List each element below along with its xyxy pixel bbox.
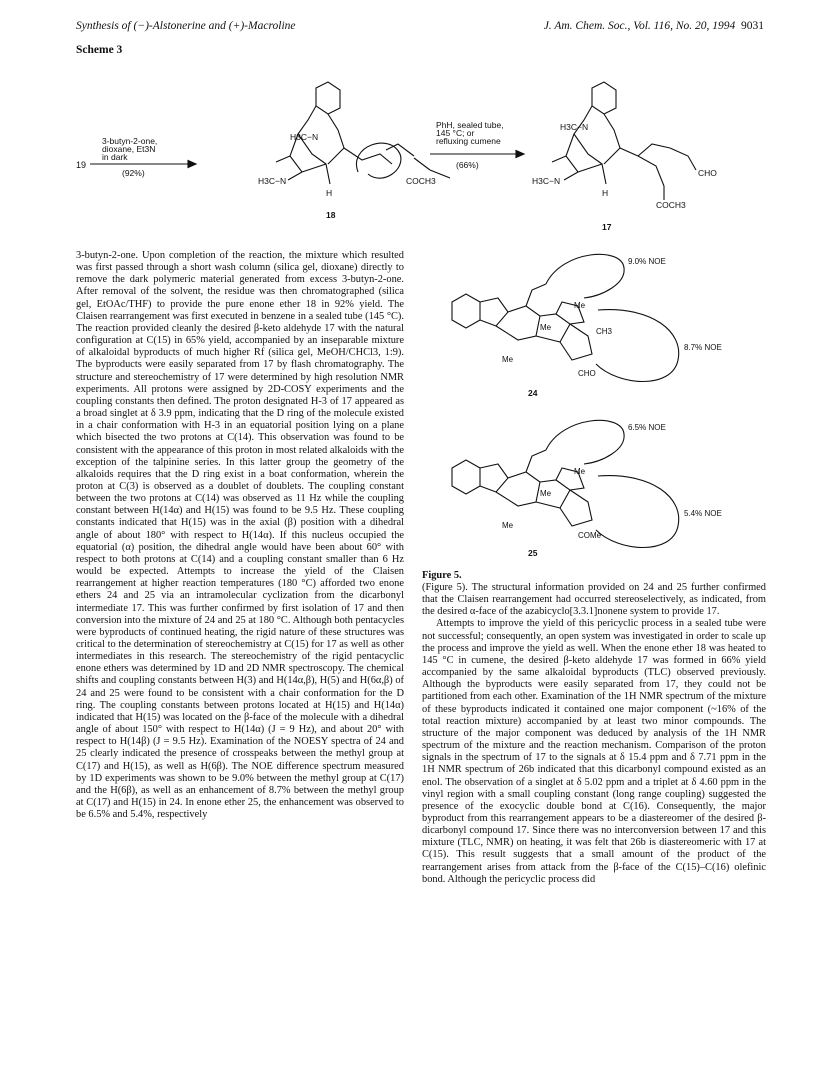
step1-reagent-3: in dark: [102, 152, 128, 162]
noe-arrow-6-5: [546, 420, 624, 464]
step1-yield: (92%): [122, 168, 145, 178]
me-label-24b: Me: [540, 323, 552, 332]
noe-arrow-9: [546, 254, 624, 298]
paragraph: 3-butyn-2-one. Upon completion of the reaction, the mixture which resulted was first passed through a short wash column (silica gel, dioxane) directly to remove the dark polymeric material generated from excess 3-butyn-2-one. After removal of the solvent, the residue was then chromatographed (silica gel, EtOAc/THF) to provide the pure enone ether 18 in 92% yield. The Claisen rearrangement was first executed in benzene in a sealed tube (145 °C). The reaction provided cleanly the desired β-keto aldehyde 17 with the natural configuration at C(15) in 65% yield, accompanied by an inseparable mixture of alkaloidal byproducts of much higher Rf (silica gel, MeOH/CHCl3, 1:9). The byproducts were easily separated from 17 by flash chromatography. The structure and stereochemistry of 17 were determined by high resolution NMR experiments. All protons were assigned by 2D-COSY experiments and the coupling constants then defined. The proton designated H-3 of 17 appeared as a broad singlet at δ 3.9 ppm, indicating that the D ring of the molecule existed in a chair conformation with H-3 in an equatorial position lying on a plane which bisected the two protons at C(14). This observation was found to be consistent with the appearance of this proton in most related alkaloids with the exception of the talpinine series. In this latter group the geometry of the alkaloids requires that the D ring exist in a boat conformation, wherein the proton at C(3) is observed as a doublet of doublets. The coupling constant between the two protons at C(14) was observed as 11 Hz while the coupling constant between H(14α) and H(15) was found to be 9.5 Hz. These coupling constants indicated that H(15) was in the axial (β) position with a dihedral angle of about 180° with respect to H(14α). If this nucleus occupied the equatorial (α) position, the dihedral angle would have been about 60° with respect to both protons at C(14) and a coupling constant smaller than 6 Hz would be expected. Attempts to increase the yield of the Claisen rearrangement at higher reaction temperatures (180 °C) afforded two enone ethers 24 and 25 via an intramolecular cyclization from the dicarbonyl intermediate 17. This was further confirmed by first isolation of 17 and then conversion into the mixture of 24 and 25 at 180 °C. Although both pentacycles were byproducts of continued heating, the rigid nature of these structures was critical to the determination of stereochemistry at C(15) for 17 as well as other intermediates in this research. The stereochemistry of the rigid pentacyclic enone ethers was determined by 1D and 2D NMR spectroscopy. The chemical shifts and coupling constants between H(3) and H(14α,β), H(5) and H(6α,β) of 24 and 25 were found to be consistent with a chair conformation for the D ring. The coupling constants between protons located at H(15) and H(14α) indicated that H(15) was located on the β-face of the molecule with a dihedral angle of about 150° with respect to H(14α) (J = 9 Hz), and about 20° with respect to H(14β) (J = 9.5 Hz). Examination of the NOESY spectra of 24 and 25 clearly indicated the presence of crosspeaks between the methyl group at C(17) and H(15), as well as H(6β). The NOE difference spectrum measured by 1D experiments was shown to be 9.0% between the methyl group at C(17) and the H(6β), as well as an enhancement of 8.7% between the methyl group at C(17) and H(15) in 24. In enone ether 25, the enhancement was observed to be 6.5% and 5.4%, respectively: [76, 250, 404, 821]
scheme-3-diagram: [76, 60, 766, 240]
journal-name: J. Am. Chem. Soc., Vol. 116, No. 20, 1994: [543, 20, 736, 32]
start-compound-label: 19: [76, 160, 87, 170]
coch3-label-18: COCH3: [406, 176, 436, 186]
ch3-label-24: CH3: [596, 327, 613, 336]
noe-label-24-b: 8.7% NOE: [684, 343, 722, 352]
step2-reagent-2: 145 °C; or: [436, 128, 475, 138]
noe-label-25-a: 6.5% NOE: [628, 423, 666, 432]
paragraph: Attempts to improve the yield of this pericyclic process in a sealed tube were not successful; consequently, an open system was investigated in order to scale up the process and improve the yield as well. When the enone ether 18 was heated to 145 °C in cumene, the desired β-keto aldehyde 17 was formed in 66% yield accompanied by the same alkaloidal byproducts (TLC) observed previously. Although the byproducts were easily separated from 17, they could not be partitioned from each other. Examination of the 1H NMR spectrum of the mixture of these byproducts indicated it contained one major component (~16% of the total reaction mixture) accompanied by at least two minor compounds. The structure of the major component was deduced by analysis of the 1H NMR spectrum of the mixture and the reaction mechanism. Comparison of the proton signals in the spectrum of 17 to the signals at δ 15.4 ppm and δ 7.71 ppm in the 1H NMR spectrum of 26b indicated that this dicarbonyl compound existed as an enol. The observation of a singlet at δ 5.02 ppm and a triplet at δ 4.60 ppm in the vinyl region with a small coupling constant (long range coupling) suggested the presence of the exocyclic double bond at C(16). Consequently, the major byproduct from this rearrangement appears to be a diastereomer of the desired β-dicarbonyl compound 17. Since there was no interconversion between 17 and this mixture (TLC, NMR) on heating, it was felt that 26b is diastereomeric with 17 at C(15). This result suggests that a small amount of the product of the rearrangement arises from attack from the β-face of the C(15)–C(16) olefinic bond. Although the pericyclic process did: [422, 618, 766, 885]
figure5-structure-24: [422, 250, 766, 410]
compound-25-number: 25: [528, 548, 538, 558]
figure-caption: Figure 5.: [422, 570, 462, 581]
step1-reagent-1: 3-butyn-2-one,: [102, 136, 158, 146]
electron-arrow: [356, 143, 400, 178]
coch3-label-17: COCH3: [656, 200, 686, 210]
h3cn-label-17: H3C−N: [560, 122, 589, 132]
step2-reagent-1: PhH, sealed tube,: [436, 120, 504, 130]
h3cn-label-18: H3C−N: [290, 132, 319, 142]
running-title: Synthesis of (−)-Alstonerine and (+)-Macroline: [76, 20, 296, 32]
me-label-25: Me: [502, 521, 514, 530]
come-label-25: COMe: [578, 531, 602, 540]
figure5-structure-25: [422, 416, 766, 566]
scheme-title: Scheme 3: [76, 44, 123, 56]
page-number: 9031: [741, 20, 764, 32]
compound-17-structure: [552, 82, 696, 200]
compound-18-number: 18: [326, 210, 336, 220]
cho-label-17: CHO: [698, 168, 717, 178]
step2-yield: (66%): [456, 160, 479, 170]
me-label-24: Me: [502, 355, 514, 364]
left-column-text: [76, 250, 404, 821]
step2-reagent-3: refluxing cumene: [436, 136, 501, 146]
step1-reagent-2: dioxane, Et3N: [102, 144, 156, 154]
h-label-18: H: [326, 188, 333, 198]
noe-label-25-b: 5.4% NOE: [684, 509, 722, 518]
h-label-17: H: [602, 188, 609, 198]
h3cn-label-17b: H3C−N: [532, 176, 561, 186]
compound-17-number: 17: [602, 222, 612, 232]
cho-label-24: CHO: [578, 369, 596, 378]
me-label-24c: Me: [574, 301, 586, 310]
me-label-25b: Me: [540, 489, 552, 498]
paragraph: (Figure 5). The structural information provided on 24 and 25 further confirmed that the Claisen rearrangement had occurred stereoselectively, as indicated, from the desired α-face of the azabicyclo[3.3.1]nonene system to provide 17.: [422, 582, 766, 618]
noe-label-24-a: 9.0% NOE: [628, 257, 666, 266]
journal-citation: [544, 20, 764, 32]
noe-arrow-5-4: [596, 476, 679, 548]
me-label-25c: Me: [574, 467, 586, 476]
noe-arrow-8-7: [596, 310, 679, 382]
h3cn-label-18b: H3C−N: [258, 176, 287, 186]
right-column-text: [422, 582, 766, 886]
compound-24-number: 24: [528, 388, 538, 398]
